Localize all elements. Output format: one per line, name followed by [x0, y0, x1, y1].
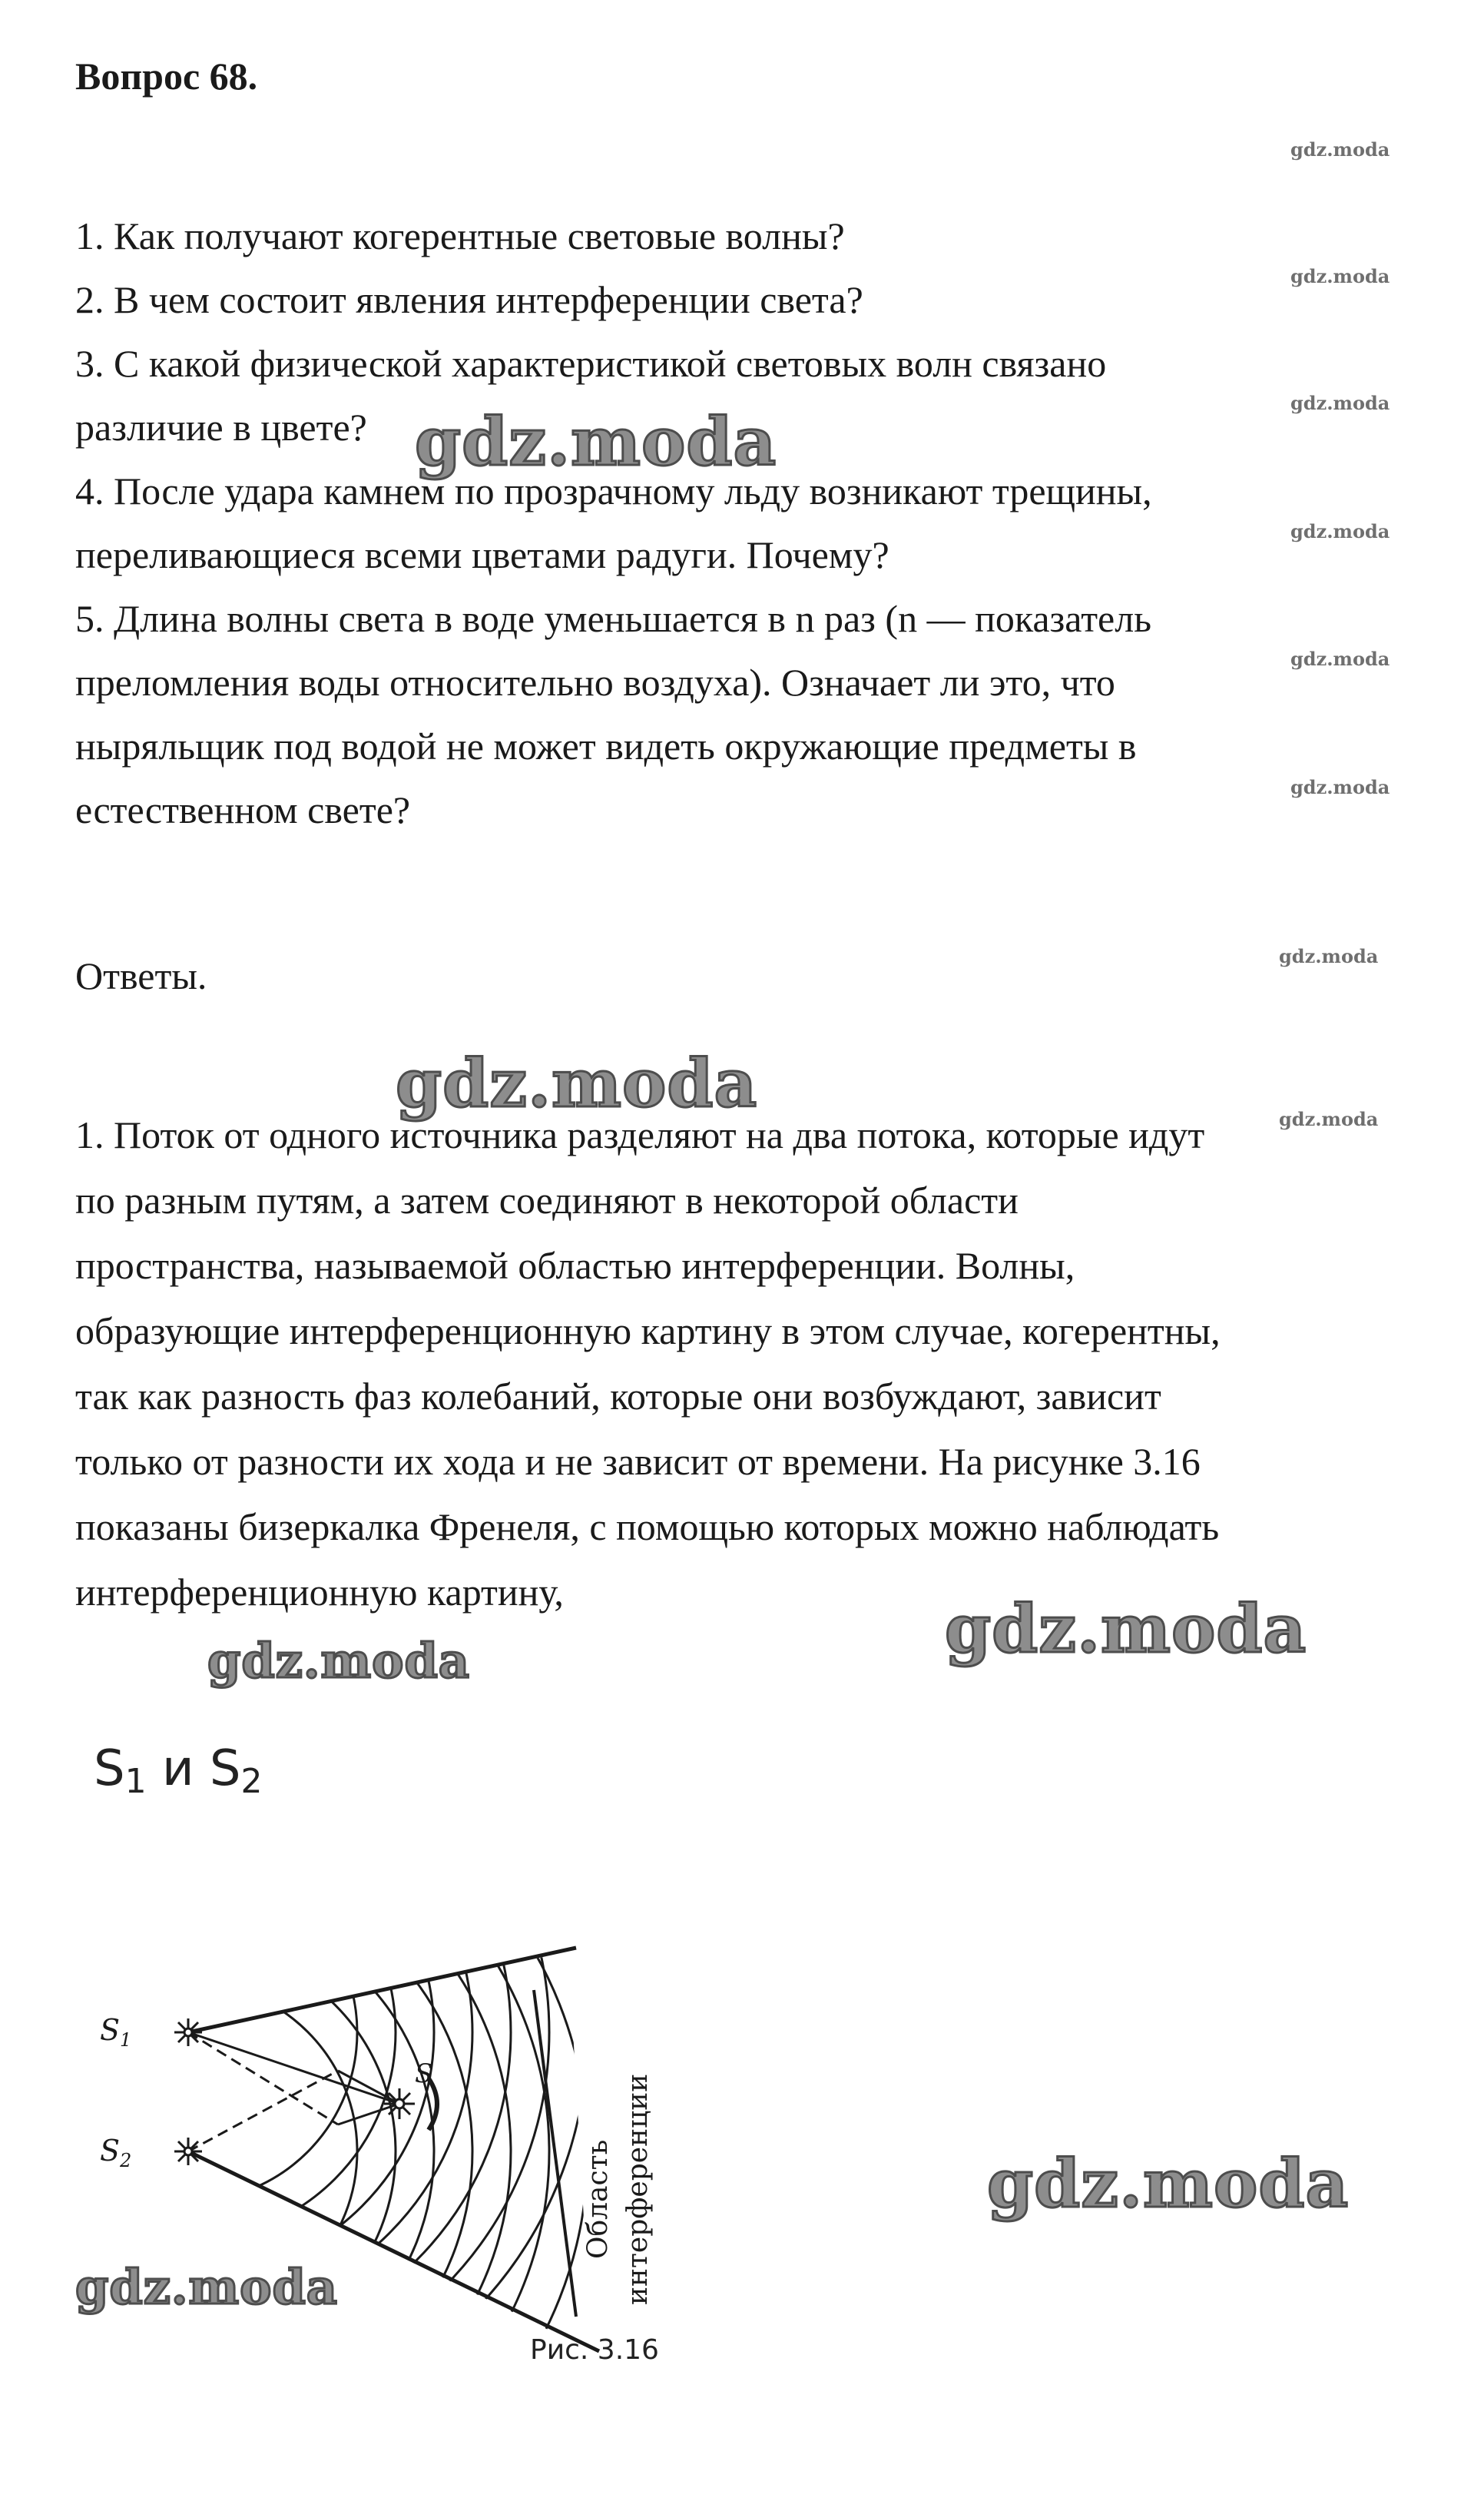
question-line: различие в цвете? — [75, 406, 367, 449]
answer-line: так как разность фаз колебаний, которые они возбуждают, зависит — [75, 1375, 1161, 1418]
label-s: S — [415, 2058, 433, 2089]
watermark-large: gdz.moda — [396, 1045, 758, 1123]
interference-figure — [84, 1921, 699, 2405]
watermark-small: gdz.moda — [1290, 520, 1390, 542]
source-s2-icon — [174, 2138, 202, 2165]
watermark-small: gdz.moda — [1279, 1108, 1379, 1130]
watermark-large: gdz.moda — [945, 1590, 1307, 1668]
sources-label-s1: S — [94, 1740, 125, 1797]
figure-caption: Рис. 3.16 — [530, 2334, 659, 2366]
cone-upper-edge — [188, 1948, 576, 2032]
question-line: 2. В чем состоит явления интерференции света? — [75, 278, 863, 321]
watermark-small: gdz.moda — [1290, 392, 1390, 414]
source-s-icon — [384, 2088, 415, 2119]
watermark-large: gdz.moda — [415, 403, 777, 481]
sources-label-sub1: 1 — [124, 1762, 147, 1801]
answer-line: только от разности их хода и не зависит от времени. На рисунке 3.16 — [75, 1440, 1201, 1483]
answers-heading: Ответы. — [75, 954, 207, 997]
watermark-small: gdz.moda — [1290, 265, 1390, 287]
label-s2: $S_2$ — [100, 2134, 132, 2171]
question-line: 3. С какой физической характеристикой световых волн связано — [75, 342, 1107, 385]
question-line: 1. Как получают когерентные световые волны? — [75, 214, 845, 257]
watermark-large: gdz.moda — [987, 2145, 1350, 2223]
question-line: преломления воды относительно воздуха). Означает ли это, что — [75, 661, 1115, 704]
sources-label-sub2: 2 — [240, 1762, 263, 1801]
question-line: ныряльщик под водой не может видеть окружающие предметы в — [75, 725, 1137, 768]
region-label-line2: интерференции — [622, 2073, 654, 2305]
watermark-small: gdz.moda — [1279, 945, 1379, 967]
answer-line: по разным путям, а затем соединяют в некоторой области — [75, 1179, 1019, 1222]
source-s1-icon — [174, 2018, 202, 2046]
question-line: переливающиеся всеми цветами радуги. Почему? — [75, 533, 889, 576]
watermark-small: gdz.moda — [1290, 648, 1390, 670]
answer-line: интерференционную картину, — [75, 1571, 564, 1614]
sources-label-s2: S — [209, 1740, 241, 1797]
question-line: 4. После удара камнем по прозрачному льду возникают трещины, — [75, 469, 1152, 512]
question-line: естественном свете? — [75, 788, 411, 831]
question-line: 5. Длина волны света в воде уменьшается в n раз (n — показатель — [75, 597, 1152, 640]
watermark-large: gdz.moda — [75, 2259, 338, 2315]
region-label-line1: Область — [582, 2139, 614, 2259]
sources-label — [94, 1740, 263, 1801]
watermark-large: gdz.moda — [207, 1633, 470, 1689]
answer-line: пространства, называемой областью интерференции. Волны, — [75, 1244, 1075, 1287]
ray-to-s — [188, 2032, 399, 2104]
sources-label-conj: и — [146, 1740, 210, 1797]
watermark-small: gdz.moda — [1290, 138, 1390, 161]
page-title: Вопрос 68. — [75, 55, 258, 98]
answer-line: показаны бизеркалка Френеля, с помощью которых можно наблюдать — [75, 1505, 1220, 1548]
answer-line: образующие интерференционную картину в этом случае, когерентны, — [75, 1309, 1221, 1352]
label-s1: $S_1$ — [100, 2013, 132, 2051]
watermark-small: gdz.moda — [1290, 776, 1390, 798]
answer-line: 1. Поток от одного источника разделяют на два потока, которые идут — [75, 1113, 1205, 1156]
ray-s2-upper — [188, 2071, 338, 2151]
